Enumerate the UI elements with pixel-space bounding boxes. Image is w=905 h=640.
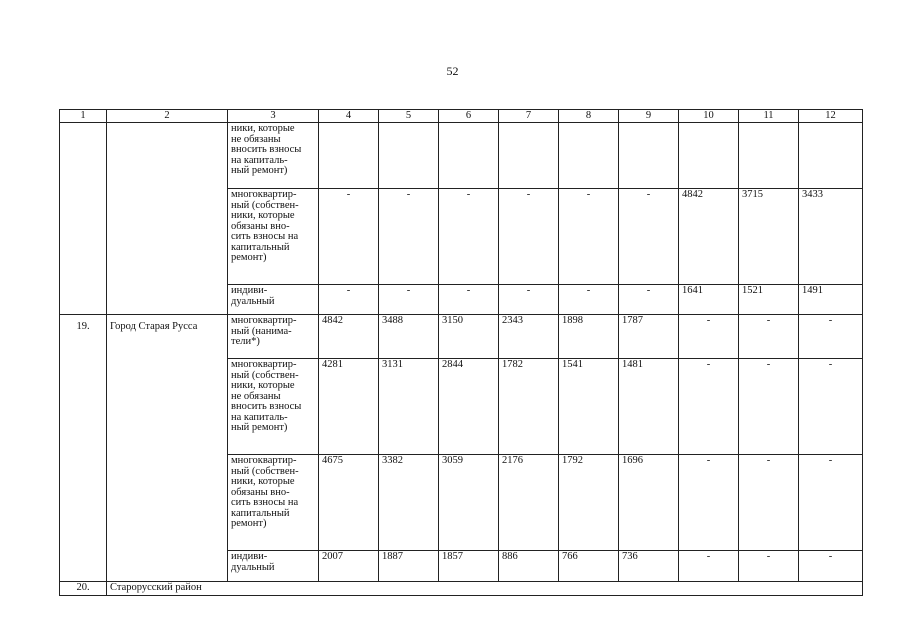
value-cell: 3715	[739, 189, 799, 285]
value-cell: -	[319, 285, 379, 315]
value-cell: -	[799, 551, 863, 582]
value-cell: -	[439, 189, 499, 285]
value-cell: 766	[559, 551, 619, 582]
value-cell: 1521	[739, 285, 799, 315]
column-number-2: 2	[107, 110, 228, 123]
value-cell: -	[799, 455, 863, 551]
value-cell: -	[739, 455, 799, 551]
column-number-7: 7	[499, 110, 559, 123]
value-cell: -	[319, 189, 379, 285]
municipality-name: Старорусский район	[107, 582, 863, 596]
value-cell: -	[799, 315, 863, 359]
value-cell: 1787	[619, 315, 679, 359]
column-number-3: 3	[228, 110, 319, 123]
page-number: 52	[446, 64, 459, 78]
value-cell: 4281	[319, 359, 379, 455]
value-cell	[559, 123, 619, 189]
value-cell	[619, 123, 679, 189]
column-number-1: 1	[60, 110, 107, 123]
value-cell: 1792	[559, 455, 619, 551]
value-cell: 1857	[439, 551, 499, 582]
value-cell: 2343	[499, 315, 559, 359]
column-number-row	[60, 110, 863, 123]
value-cell: 3433	[799, 189, 863, 285]
value-cell: 3382	[379, 455, 439, 551]
housing-category: многоквартир- ный (собствен- ники, которые обязаны вно- сить взносы на капитальный ремонт)	[228, 189, 319, 285]
value-cell: 2844	[439, 359, 499, 455]
value-cell	[319, 123, 379, 189]
column-number-9: 9	[619, 110, 679, 123]
housing-category: индиви- дуальный	[228, 551, 319, 582]
value-cell: 736	[619, 551, 679, 582]
value-cell: 3150	[439, 315, 499, 359]
value-cell: -	[439, 285, 499, 315]
table-row	[60, 315, 863, 359]
value-cell: -	[679, 315, 739, 359]
value-cell: -	[379, 285, 439, 315]
value-cell: 3488	[379, 315, 439, 359]
row-number: 20.	[60, 582, 107, 596]
table-row	[60, 123, 863, 189]
column-number-10: 10	[679, 110, 739, 123]
value-cell: -	[379, 189, 439, 285]
value-cell: 3059	[439, 455, 499, 551]
value-cell: -	[499, 189, 559, 285]
municipality-cell	[107, 123, 228, 315]
value-cell: 1641	[679, 285, 739, 315]
value-cell: -	[799, 359, 863, 455]
housing-category: индиви- дуальный	[228, 285, 319, 315]
value-cell	[799, 123, 863, 189]
value-cell: -	[739, 315, 799, 359]
housing-category: многоквартир- ный (нанима- тели*)	[228, 315, 319, 359]
column-number-11: 11	[739, 110, 799, 123]
value-cell: -	[679, 551, 739, 582]
value-cell: 1491	[799, 285, 863, 315]
value-cell: 2176	[499, 455, 559, 551]
value-cell: -	[619, 189, 679, 285]
value-cell: 1696	[619, 455, 679, 551]
value-cell: 886	[499, 551, 559, 582]
housing-category: многоквартир- ный (собствен- ники, которые не обязаны вносить взносы на капиталь- ный ремонт)	[228, 359, 319, 455]
value-cell: 4842	[679, 189, 739, 285]
value-cell: -	[559, 189, 619, 285]
column-number-12: 12	[799, 110, 863, 123]
column-number-5: 5	[379, 110, 439, 123]
column-number-4: 4	[319, 110, 379, 123]
value-cell: 1782	[499, 359, 559, 455]
value-cell	[499, 123, 559, 189]
value-cell: -	[619, 285, 679, 315]
value-cell: 4675	[319, 455, 379, 551]
column-number-6: 6	[439, 110, 499, 123]
column-number-8: 8	[559, 110, 619, 123]
table-body	[60, 123, 863, 596]
value-cell: -	[679, 455, 739, 551]
value-cell	[679, 123, 739, 189]
value-cell: 2007	[319, 551, 379, 582]
value-cell: -	[559, 285, 619, 315]
value-cell: -	[739, 551, 799, 582]
value-cell	[379, 123, 439, 189]
row-number-cell	[60, 123, 107, 315]
value-cell	[439, 123, 499, 189]
value-cell: 4842	[319, 315, 379, 359]
value-cell: -	[739, 359, 799, 455]
value-cell: -	[679, 359, 739, 455]
value-cell: -	[499, 285, 559, 315]
value-cell	[739, 123, 799, 189]
tariff-table	[59, 109, 863, 596]
row-number: 19.	[60, 315, 107, 582]
value-cell: 1481	[619, 359, 679, 455]
housing-category: ники, которые не обязаны вносить взносы на капиталь- ный ремонт)	[228, 123, 319, 189]
value-cell: 1898	[559, 315, 619, 359]
value-cell: 3131	[379, 359, 439, 455]
municipality-name: Город Старая Русса	[107, 315, 228, 582]
housing-category: многоквартир- ный (собствен- ники, которые обязаны вно- сить взносы на капитальный ремонт)	[228, 455, 319, 551]
table-row	[60, 582, 863, 596]
value-cell: 1541	[559, 359, 619, 455]
value-cell: 1887	[379, 551, 439, 582]
